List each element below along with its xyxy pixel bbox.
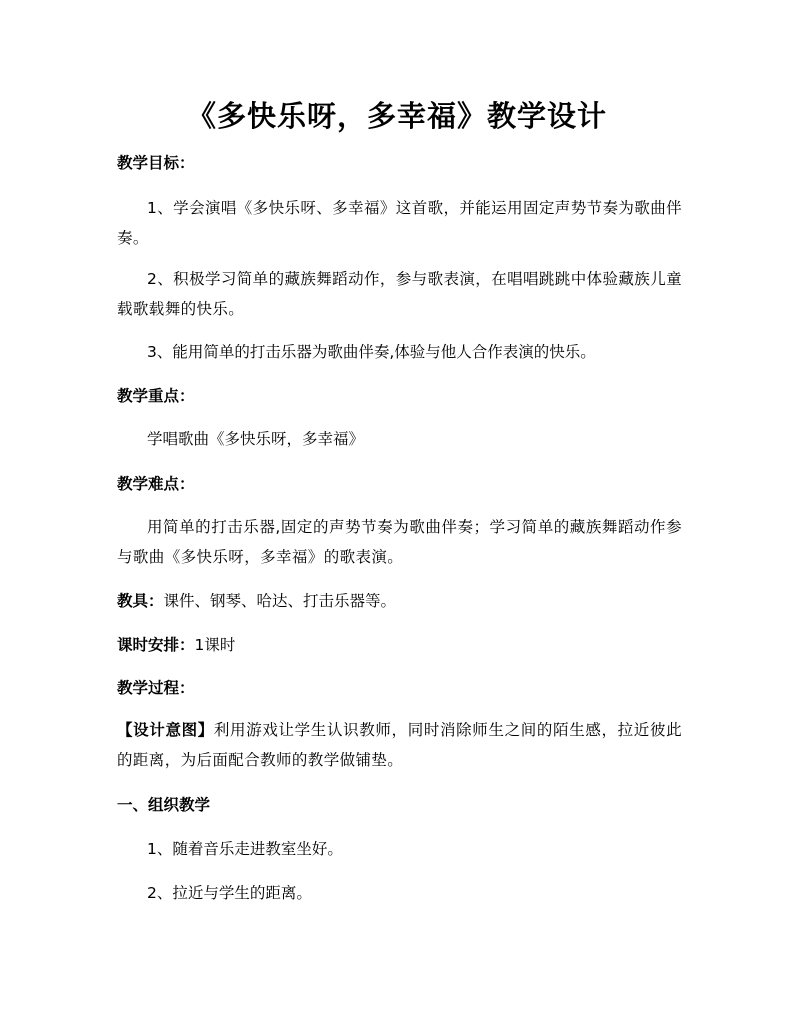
document-title: 《多快乐呀，多幸福》教学设计 xyxy=(186,99,607,133)
tools-line xyxy=(117,590,687,612)
tools-label: 教具： xyxy=(117,592,164,610)
design-intent-label: 【设计意图】 xyxy=(117,721,214,739)
design-intent-paragraph xyxy=(117,715,682,775)
objective-item-2: 2、积极学习简单的藏族舞蹈动作，参与歌表演，在唱唱跳跳中体验藏族儿童载歌载舞的快乐。 xyxy=(117,270,682,318)
key-points-heading: 教学重点： xyxy=(117,387,195,405)
objective-item-3: 3、能用简单的打击乐器为歌曲伴奏,体验与他人合作表演的快乐。 xyxy=(147,343,596,361)
objectives-heading: 教学目标： xyxy=(117,154,195,172)
process-heading: 教学过程： xyxy=(117,679,195,697)
schedule-line xyxy=(117,634,687,656)
tools-text: 课件、钢琴、哈达、打击乐器等。 xyxy=(163,592,397,610)
objective-item-1: 1、学会演唱《多快乐呀、多幸福》这首歌，并能运用固定声势节奏为歌曲伴奏。 xyxy=(117,199,682,247)
section1-item-2: 2、拉近与学生的距离。 xyxy=(147,884,312,902)
schedule-text: 1课时 xyxy=(194,636,236,654)
difficulties-text: 用简单的打击乐器,固定的声势节奏为歌曲伴奏；学习简单的藏族舞蹈动作参与歌曲《多快乐呀，多幸福》的歌表演。 xyxy=(117,518,682,566)
section1-heading: 一、组织教学 xyxy=(117,796,211,814)
schedule-label: 课时安排： xyxy=(117,636,195,654)
key-points-text: 学唱歌曲《多快乐呀，多幸福》 xyxy=(147,430,365,448)
difficulties-heading: 教学难点： xyxy=(117,475,195,493)
design-intent-text: 利用游戏让学生认识教师，同时消除师生之间的陌生感，拉近彼此的距离，为后面配合教师的教学做铺垫。 xyxy=(117,721,682,769)
section1-item-1: 1、随着音乐走进教室坐好。 xyxy=(147,840,343,858)
